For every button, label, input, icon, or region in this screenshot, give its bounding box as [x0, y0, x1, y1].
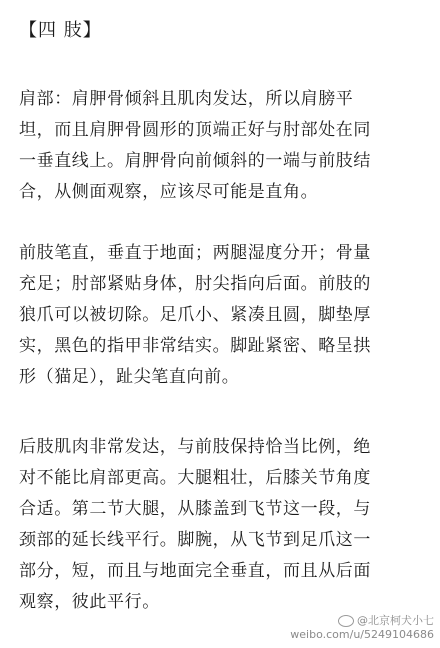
weibo-logo-icon — [338, 615, 354, 627]
text-line: 颈部的延长线平行。脚腕，从飞节到足爪这一 — [19, 530, 371, 550]
text-line: 前肢笔直，垂直于地面；两腿湿度分开；骨量 — [19, 243, 371, 263]
text-line: 后肢肌肉非常发达，与前肢保持恰当比例，绝 — [19, 437, 371, 457]
text-line: 肩部：肩胛骨倾斜且肌肉发达，所以肩膀平 — [19, 89, 354, 109]
paragraph-hindlegs — [19, 432, 425, 618]
section-heading: 【四 肢】 — [19, 20, 102, 41]
text-line: 部分，短，而且与地面完全垂直，而且从后面 — [19, 561, 371, 581]
watermark-handle: @北京柯犬小七 — [357, 614, 434, 627]
weibo-watermark — [290, 614, 434, 642]
watermark-url: weibo.com/u/5249104686 — [290, 628, 434, 641]
text-line: 形（猫足），趾尖笔直向前。 — [19, 367, 240, 387]
text-line: 合适。第二节大腿，从膝盖到飞节这一段，与 — [19, 499, 371, 519]
text-line: 狼爪可以被切除。足爪小、紧凑且圆，脚垫厚 — [19, 305, 371, 325]
text-line: 实，黑色的指甲非常结实。脚趾紧密、略呈拱 — [19, 336, 371, 356]
paragraph-forelegs — [19, 238, 425, 393]
text-line: 观察，彼此平行。 — [19, 592, 160, 612]
text-line: 充足；肘部紧贴身体，肘尖指向后面。前肢的 — [19, 274, 371, 294]
text-line: 坦，而且肩胛骨圆形的顶端正好与肘部处在同 — [19, 120, 371, 140]
text-line: 一垂直线上。肩胛骨向前倾斜的一端与前肢结 — [19, 151, 371, 171]
paragraph-shoulders — [19, 84, 425, 208]
text-line: 合，从侧面观察，应该尽可能是直角。 — [19, 182, 319, 202]
text-line: 对不能比肩部更高。大腿粗壮，后膝关节角度 — [19, 468, 371, 488]
